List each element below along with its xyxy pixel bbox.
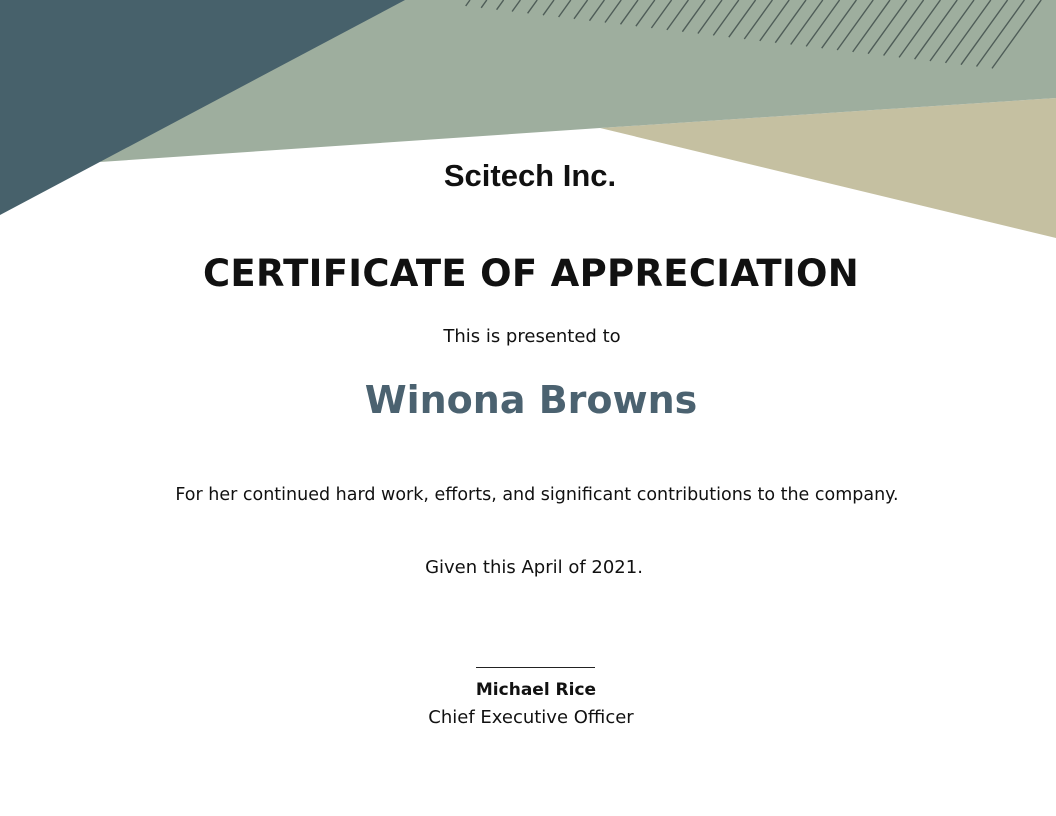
certificate-title: CERTIFICATE OF APPRECIATION [202,252,860,295]
header-decoration [0,0,1056,250]
signature-line [476,667,595,668]
given-date-text: Given this April of 2021. [425,557,643,578]
presented-to-text: This is presented to [443,326,621,347]
signer-name: Michael Rice [475,680,597,700]
reason-text: For her continued hard work, efforts, and significant contributions to the company. [175,485,899,505]
company-name: Scitech Inc. [443,158,617,193]
signer-title: Chief Executive Officer [428,707,634,728]
recipient-name: Winona Browns [364,378,698,422]
